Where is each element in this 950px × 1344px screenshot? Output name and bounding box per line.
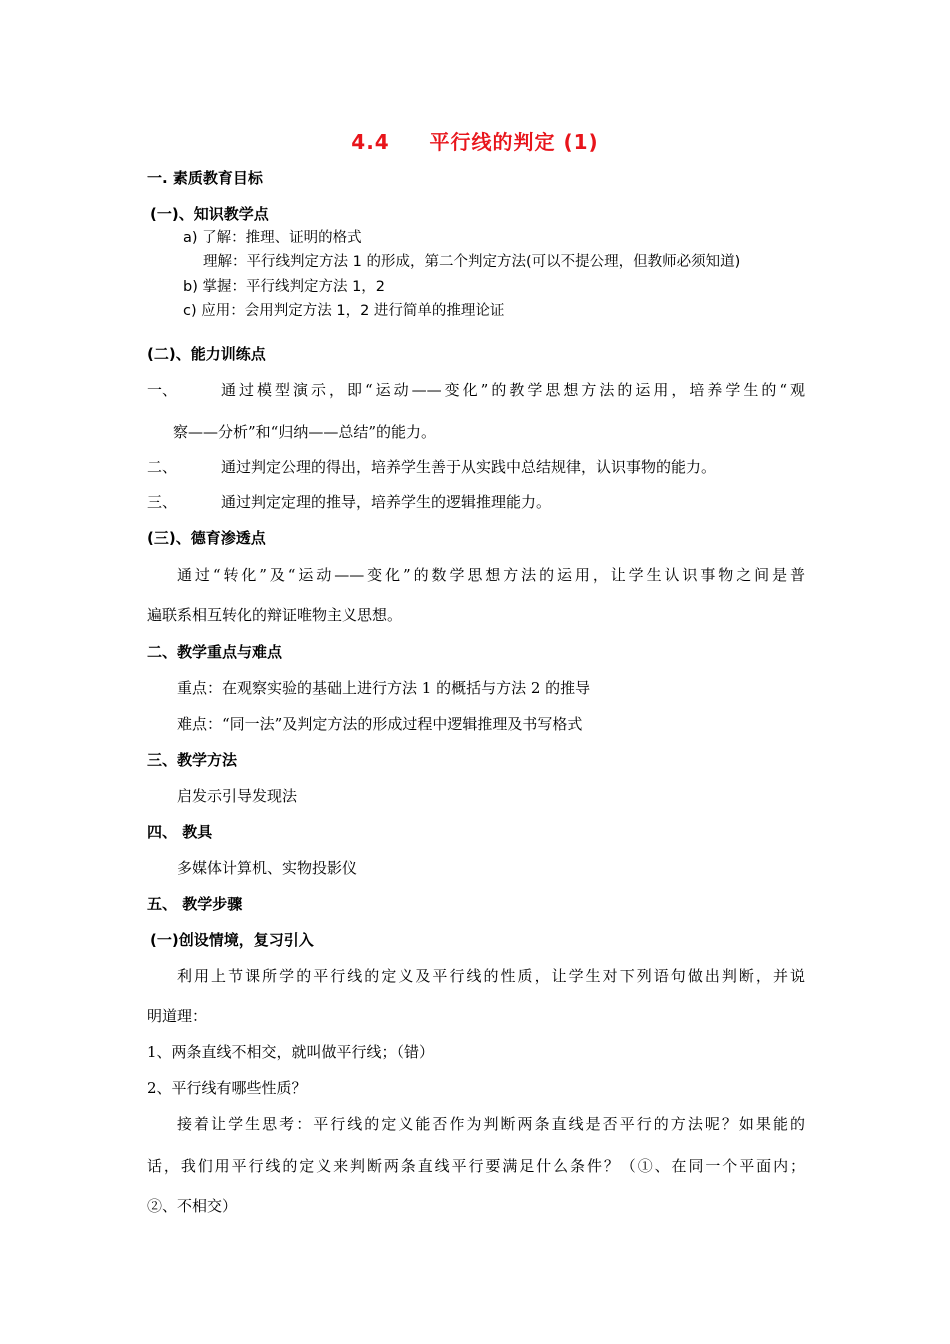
knowledge-item-b: b) 掌握：平行线判定方法 1，2 — [183, 279, 386, 295]
teaching-method: 启发示引导发现法 — [177, 787, 298, 805]
question-2: 2、平行线有哪些性质？ — [147, 1079, 307, 1097]
knowledge-item-a-understand: 理解：平行线判定方法 1 的形成，第二个判定方法(可以不提公理，但教师必须知道) — [203, 254, 741, 270]
section-1-heading: 一. 素质教育目标 — [147, 169, 263, 187]
step-1-reflection-line-3: ②、不相交） — [147, 1197, 238, 1215]
step-1-heading: (一)创设情境，复习引入 — [150, 931, 314, 949]
ability-item-1-text: 通过模型演示，即“运动——变化”的教学思想方法的运用，培养学生的“观 — [221, 381, 805, 399]
step-1-reflection-line-2: 话，我们用平行线的定义来判断两条直线平行要满足什么条件？（①、在同一个平面内； — [147, 1157, 805, 1175]
section-5-heading: 五、 教学步骤 — [147, 895, 243, 913]
ability-item-1-number: 一、 — [147, 381, 178, 399]
document-title: 4.4 平行线的判定 (1) — [351, 130, 599, 154]
section-4-heading: 四、 教具 — [147, 823, 213, 841]
question-1: 1、两条直线不相交，就叫做平行线；（错） — [147, 1043, 435, 1061]
teaching-tools: 多媒体计算机、实物投影仪 — [177, 859, 358, 877]
ability-item-3-text: 通过判定定理的推导，培养学生的逻辑推理能力。 — [221, 493, 552, 511]
ability-item-2-number: 二、 — [147, 458, 178, 476]
moral-paragraph-line-1: 通过“转化”及“运动——变化”的数学思想方法的运用，让学生认识事物之间是普 — [177, 566, 805, 584]
knowledge-item-c: c) 应用：会用判定方法 1，2 进行简单的推理论证 — [183, 303, 505, 319]
section-3-heading: 三、教学方法 — [147, 751, 238, 769]
ability-item-1-continuation: 察——分析”和“归纳——总结”的能力。 — [173, 423, 437, 441]
moral-paragraph-line-2: 遍联系相互转化的辩证唯物主义思想。 — [147, 606, 403, 624]
difficult-point: 难点：“同一法”及判定方法的形成过程中逻辑推理及书写格式 — [177, 715, 583, 733]
ability-item-2-text: 通过判定公理的得出，培养学生善于从实践中总结规律，认识事物的能力。 — [221, 458, 717, 476]
key-point: 重点：在观察实验的基础上进行方法 1 的概括与方法 2 的推导 — [177, 679, 591, 697]
step-1-reflection-line-1: 接着让学生思考：平行线的定义能否作为判断两条直线是否平行的方法呢？如果能的 — [177, 1115, 805, 1133]
subsection-moral-heading: (三)、德育渗透点 — [147, 529, 266, 547]
subsection-ability-heading: (二)、能力训练点 — [147, 345, 266, 363]
step-1-paragraph-line-2: 明道理： — [147, 1007, 208, 1025]
step-1-paragraph-line-1: 利用上节课所学的平行线的定义及平行线的性质，让学生对下列语句做出判断，并说 — [177, 967, 805, 985]
section-2-heading: 二、教学重点与难点 — [147, 643, 283, 661]
subsection-knowledge-heading: (一)、知识教学点 — [150, 205, 269, 223]
knowledge-item-a: a) 了解：推理、证明的格式 — [183, 230, 362, 246]
ability-item-3-number: 三、 — [147, 493, 178, 511]
